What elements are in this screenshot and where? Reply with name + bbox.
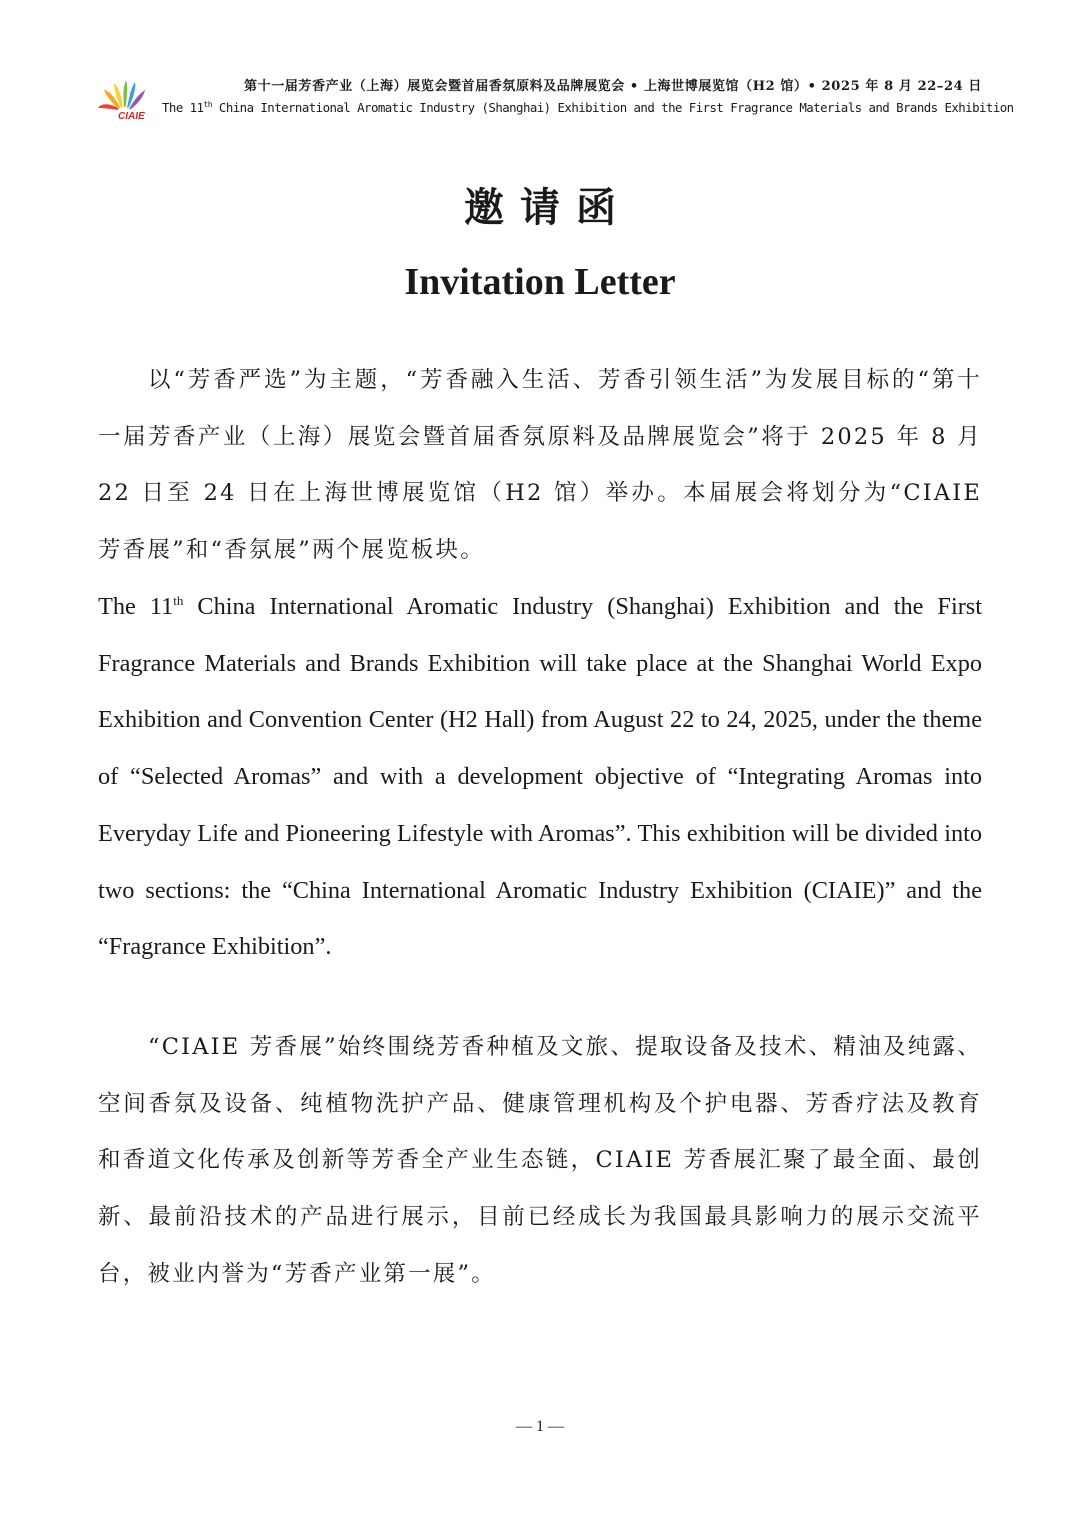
paragraph-cn-intro: 以“芳香严选”为主题，“芳香融入生活、芳香引领生活”为发展目标的“第十一届芳香产业（上海）展览会暨首届香氛原料及品牌展览会”将于 2025 年 8 月 22 日至 24 日在上海世博展览馆（H2 馆）举办。本届展会将划分为“CIAIE 芳香展”和“香氛展”两个展览板块。	[98, 367, 982, 564]
paragraph-cn-ciaie: “CIAIE 芳香展”始终围绕芳香种植及文旅、提取设备及技术、精油及纯露、空间香氛及设备、纯植物洗护产品、健康管理机构及个护电器、芳香疗法及教育和香道文化传承及创新等芳香全产业生态链，CIAIE 芳香展汇聚了最全面、最创新、最前沿技术的产品进行展示，目前已经成长为我国最具影响力的展示交流平台，被业内誉为“芳香产业第一展”。	[98, 1034, 982, 1287]
page-header	[96, 74, 1014, 122]
logo-text: CIAIE	[118, 111, 145, 120]
header-en-prefix: The 11	[162, 100, 204, 115]
para-en-suffix: China International Aromatic Industry (Shanghai) Exhibition and the First Fragrance Materials and Brands Exhibition will take place at the Shanghai World Expo Exhibition and Convention Center (H2 Hall) from August 22 to 24, 2025, under the theme of “Selected Aromas” and with a development objective of “Integrating Aromas into Everyday Life and Pioneering Lifestyle with Aromas”. This exhibition will be divided into two sections: the “China International Aromatic Industry Exhibition (CIAIE)” and the “Fragrance Exhibition”.	[98, 593, 982, 961]
header-en-sup: th	[203, 99, 213, 109]
header-line-cn: 第十一届芳香产业（上海）展览会暨首届香氛原料及品牌展览会 • 上海世博展览馆（H2 馆）• 2025 年 8 月 22–24 日	[244, 79, 982, 94]
ciaie-logo	[96, 78, 158, 120]
title-cn: 邀请函	[464, 184, 632, 231]
page-number: — 1 —	[516, 1418, 564, 1435]
title-en: Invitation Letter	[404, 261, 676, 303]
para-en-sup: th	[173, 592, 184, 608]
para-en-prefix: The 11	[98, 593, 174, 620]
paragraph-en-intro	[98, 579, 982, 976]
header-text	[162, 74, 1014, 116]
header-en-suffix: China International Aromatic Industry (Shanghai) Exhibition and the First Fragrance Materials and Brands Exhibition	[212, 100, 1014, 115]
header-line-en	[162, 99, 1014, 116]
